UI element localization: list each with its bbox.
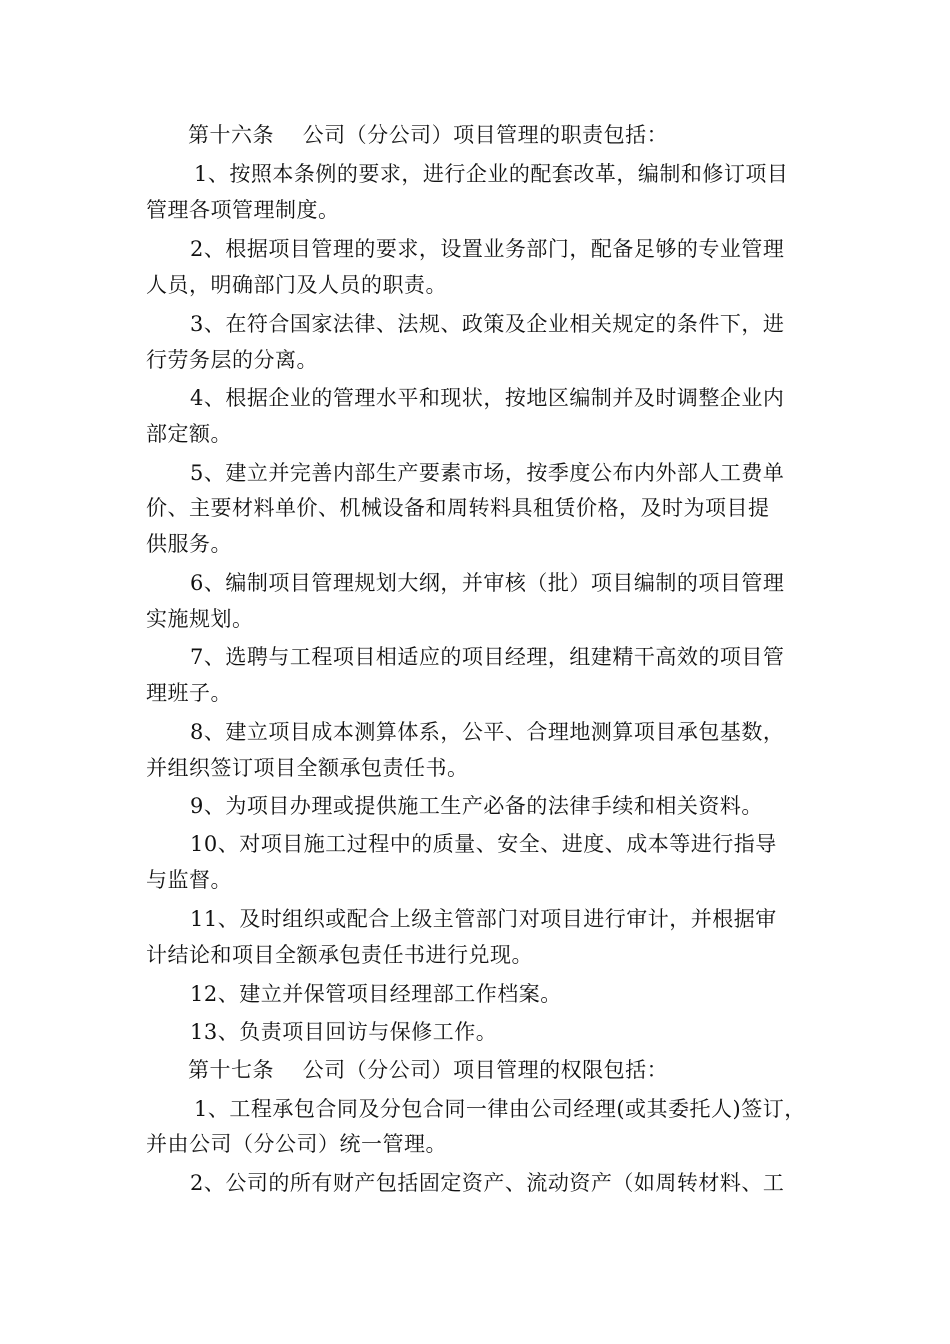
paragraph-line: 10、对项目施工过程中的质量、安全、进度、成本等进行指导 <box>190 832 777 856</box>
paragraph-line: 7、选聘与工程项目相适应的项目经理，组建精干高效的项目管 <box>190 645 785 669</box>
paragraph-line: 行劳务层的分离。 <box>146 348 318 372</box>
paragraph-line: 1、按照本条例的要求，进行企业的配套改革，编制和修订项目 <box>194 162 789 186</box>
paragraph-line: 11、及时组织或配合上级主管部门对项目进行审计，并根据审 <box>190 907 777 931</box>
paragraph-line: 并由公司（分公司）统一管理。 <box>146 1132 447 1156</box>
paragraph-line: 1、工程承包合同及分包合同一律由公司经理(或其委托人)签订， <box>194 1097 806 1121</box>
paragraph-line: 6、编制项目管理规划大纲，并审核（批）项目编制的项目管理 <box>190 571 785 595</box>
paragraph-line: 13、负责项目回访与保修工作。 <box>190 1020 498 1044</box>
paragraph-line: 12、建立并保管项目经理部工作档案。 <box>190 982 562 1006</box>
paragraph-line: 8、建立项目成本测算体系，公平、合理地测算项目承包基数， <box>190 720 785 744</box>
paragraph-line: 并组织签订项目全额承包责任书。 <box>146 756 469 780</box>
article-16-heading: 第十六条 公司（分公司）项目管理的职责包括： <box>188 123 669 147</box>
paragraph-line: 实施规划。 <box>146 607 254 631</box>
paragraph-line: 与监督。 <box>146 868 232 892</box>
paragraph-line: 人员，明确部门及人员的职责。 <box>146 273 447 297</box>
paragraph-line: 理班子。 <box>146 681 232 705</box>
paragraph-line: 3、在符合国家法律、法规、政策及企业相关规定的条件下，进 <box>190 312 785 336</box>
paragraph-line: 供服务。 <box>146 532 232 556</box>
paragraph-line: 4、根据企业的管理水平和现状，按地区编制并及时调整企业内 <box>190 386 785 410</box>
paragraph-line: 2、根据项目管理的要求，设置业务部门，配备足够的专业管理 <box>190 237 785 261</box>
paragraph-line: 5、建立并完善内部生产要素市场，按季度公布内外部人工费单 <box>190 461 785 485</box>
paragraph-line: 部定额。 <box>146 422 232 446</box>
paragraph-line: 2、公司的所有财产包括固定资产、流动资产（如周转材料、工 <box>190 1171 785 1195</box>
article-17-heading: 第十七条 公司（分公司）项目管理的权限包括： <box>188 1058 669 1082</box>
paragraph-line: 管理各项管理制度。 <box>146 198 340 222</box>
paragraph-line: 计结论和项目全额承包责任书进行兑现。 <box>146 943 533 967</box>
paragraph-line: 9、为项目办理或提供施工生产必备的法律手续和相关资料。 <box>190 794 763 818</box>
paragraph-line: 价、主要材料单价、机械设备和周转料具租赁价格，及时为项目提 <box>146 496 770 520</box>
